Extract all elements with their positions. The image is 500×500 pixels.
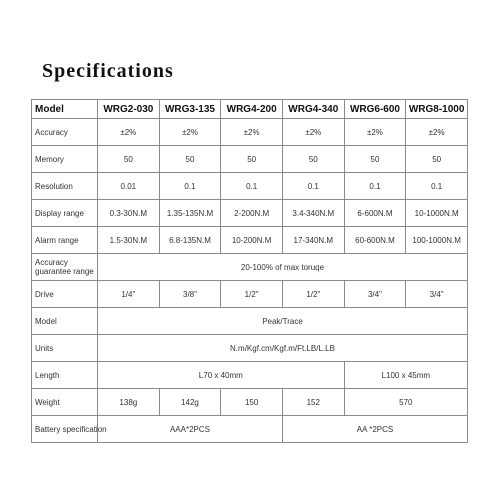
- cell-value: 20-100% of max toruqe: [98, 254, 468, 281]
- cell-value: 570: [344, 389, 467, 416]
- table-row-weight: [32, 389, 468, 416]
- cell-value: 0.1: [221, 173, 283, 200]
- cell-value: 50: [98, 146, 160, 173]
- cell-value: 3/4": [406, 281, 468, 308]
- row-label-alarm-range: Alarm range: [32, 227, 98, 254]
- row-label-display-range: Display range: [32, 200, 98, 227]
- header-model-wrg6-600: WRG6-600: [344, 100, 406, 119]
- cell-value: ±2%: [282, 119, 344, 146]
- row-label-memory: Memory: [32, 146, 98, 173]
- cell-value: N.m/Kgf.cm/Kgf.m/Ft.LB/L.LB: [98, 335, 468, 362]
- cell-value: 10-200N.M: [221, 227, 283, 254]
- table-row-length: [32, 362, 468, 389]
- cell-value: 138g: [98, 389, 160, 416]
- cell-value: 1/4": [98, 281, 160, 308]
- cell-value: 0.1: [282, 173, 344, 200]
- row-label-drive: Drive: [32, 281, 98, 308]
- row-label-length: Length: [32, 362, 98, 389]
- cell-value: 1.5-30N.M: [98, 227, 160, 254]
- cell-value: 50: [344, 146, 406, 173]
- cell-value: 3/8": [159, 281, 221, 308]
- cell-value: 3/4": [344, 281, 406, 308]
- cell-value: Peak/Trace: [98, 308, 468, 335]
- cell-value: 0.1: [406, 173, 468, 200]
- cell-value: ±2%: [159, 119, 221, 146]
- table-row-alarm-range: [32, 227, 468, 254]
- table-row-accuracy-guarantee: [32, 254, 468, 281]
- header-model-label: Model: [32, 100, 98, 119]
- cell-value: 0.1: [344, 173, 406, 200]
- cell-value: 142g: [159, 389, 221, 416]
- table-header-row: [32, 100, 468, 119]
- cell-value: 0.3-30N.M: [98, 200, 160, 227]
- cell-value: 150: [221, 389, 283, 416]
- header-model-wrg2-030: WRG2-030: [98, 100, 160, 119]
- cell-value: ±2%: [98, 119, 160, 146]
- cell-value: 10-1000N.M: [406, 200, 468, 227]
- row-label-model: Model: [32, 308, 98, 335]
- cell-value: 50: [406, 146, 468, 173]
- table-row-display-range: [32, 200, 468, 227]
- cell-value: 1.35-135N.M: [159, 200, 221, 227]
- cell-value: 6.8-135N.M: [159, 227, 221, 254]
- cell-value: AA *2PCS: [282, 416, 467, 443]
- row-label-accuracy: Accuracy: [32, 119, 98, 146]
- cell-value: ±2%: [344, 119, 406, 146]
- cell-value: 1/2": [221, 281, 283, 308]
- cell-value: 100-1000N.M: [406, 227, 468, 254]
- table-row-memory: [32, 146, 468, 173]
- cell-value: 0.01: [98, 173, 160, 200]
- cell-value: ±2%: [406, 119, 468, 146]
- page-title: Specifications: [42, 60, 174, 82]
- cell-value: L100 x 45mm: [344, 362, 467, 389]
- row-label-units: Units: [32, 335, 98, 362]
- row-label-battery: Battery specification: [32, 416, 98, 443]
- cell-value: 50: [282, 146, 344, 173]
- cell-value: 6-600N.M: [344, 200, 406, 227]
- row-label-weight: Weight: [32, 389, 98, 416]
- row-label-accuracy-guarantee: Accuracy guarantee range: [32, 254, 98, 281]
- cell-value: 17-340N.M: [282, 227, 344, 254]
- row-label-resolution: Resolution: [32, 173, 98, 200]
- cell-value: 60-600N.M: [344, 227, 406, 254]
- table-row-model: [32, 308, 468, 335]
- cell-value: 3.4-340N.M: [282, 200, 344, 227]
- header-model-wrg8-1000: WRG8-1000: [406, 100, 468, 119]
- table-row-accuracy: [32, 119, 468, 146]
- cell-value: 2-200N.M: [221, 200, 283, 227]
- table-row-resolution: [32, 173, 468, 200]
- cell-value: AAA*2PCS: [98, 416, 283, 443]
- table-row-battery: [32, 416, 468, 443]
- cell-value: 152: [282, 389, 344, 416]
- cell-value: 1/2": [282, 281, 344, 308]
- specifications-table: [31, 99, 468, 443]
- header-model-wrg4-200: WRG4-200: [221, 100, 283, 119]
- header-model-wrg4-340: WRG4-340: [282, 100, 344, 119]
- cell-value: 50: [159, 146, 221, 173]
- cell-value: 0.1: [159, 173, 221, 200]
- table-row-drive: [32, 281, 468, 308]
- table-row-units: [32, 335, 468, 362]
- cell-value: L70 x 40mm: [98, 362, 345, 389]
- cell-value: ±2%: [221, 119, 283, 146]
- header-model-wrg3-135: WRG3-135: [159, 100, 221, 119]
- cell-value: 50: [221, 146, 283, 173]
